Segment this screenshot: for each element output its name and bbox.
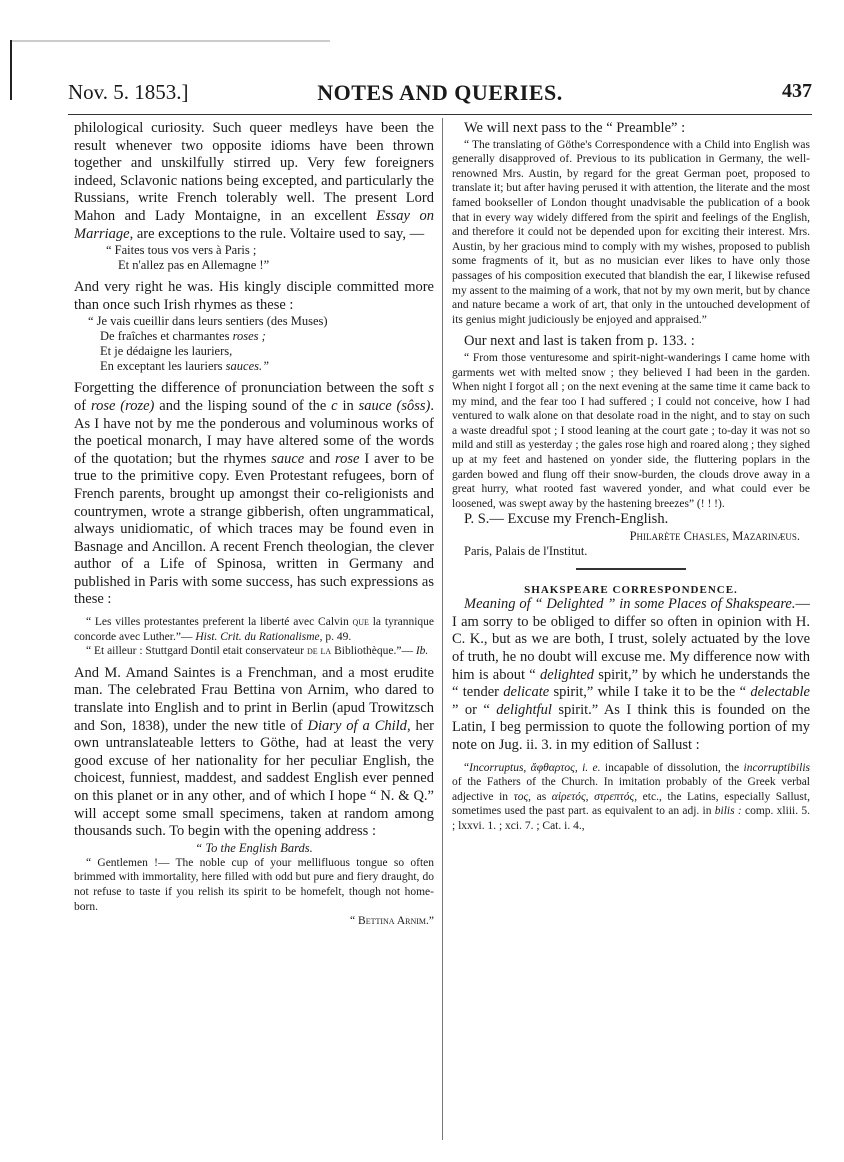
address: Paris, Palais de l'Institut. — [464, 543, 588, 558]
right-column — [452, 120, 810, 834]
verse-line: Et n'allez pas en Allemagne !” — [118, 258, 270, 273]
left-column — [74, 120, 434, 929]
header-rule — [68, 114, 812, 115]
left-paragraph-2: And very right he was. His kingly disciple committed more than once such Irish rhymes as these : — [74, 279, 434, 313]
sallust-note: “Incorruptus, ἄφθαρτος, i. e. incapable of dissolution, the incorruptibilis of the Fathers of the Church. In imitation probably of the Greek verbal adjective in τος, as αἱρετός, στρεπτός, etc., the Latins, especially Sallust, sometimes used the past part. as equivalent to an adj. in bilis : comp. xliii. 5. ; lxxvi. 1. ; xci. 7. ; Cat. i. 4., — [452, 761, 810, 832]
verse-line: En exceptant les lauriers sauces.” — [100, 359, 270, 374]
page-header — [68, 80, 812, 110]
section-title: SHAKSPEARE CORRESPONDENCE. — [524, 584, 738, 597]
right-intro-1: We will next pass to the “ Preamble” : — [464, 120, 686, 136]
verse-frederick — [88, 314, 434, 374]
bards-signature: “ Bettina Arnim.” — [350, 915, 434, 928]
text: philological curiosity. Such queer medleys have been the result whenever two opposite idioms have been thrown together and unskilfully stirred up. Very few foreigners indeed, Sclavonic nations being excepted, and particularly the Russians, write French tolerably well. The present Lord Mahon and Lady Montaigne, in an excellent — [74, 120, 434, 224]
signature: Philarète Chasles, Mazarinæus. — [629, 529, 800, 544]
left-paragraph-4: And M. Amand Saintes is a Frenchman, and a most erudite man. The celebrated Frau Bettina von Arnim, who dared to translate into English and to print in Berlin (apud Trowitzsch and Son, 1838), under the new title of Diary of a Child, her own untranslateable letters to Göthe, had at least the very good excuse of her nationality for her peculiar English, the choicest, funniest, maddest, and saddest English ever penned on this planet or in any other, and of which I hope “ N. & Q.” will accept some small specimens, taken at random among thousands such. To begin with the opening address : — [74, 664, 434, 840]
preamble-quote: “ The translating of Göthe's Correspondence with a Child into English was generally disapproved of. Previous to its publication in Germany, the well-renowned Mrs. Austin, by regard for the great German poet, proposed to translate it; but after having perused it with attention, the literate and the most famed bookseller of London thought unadvisable the publication of a book that in every way widely differed from the spirit and feelings of the English, and therefore it could not be depended upon for exciting their interest. Mrs. Austin, by her gracious mind to comply with my wishes, proposed to publish some fragments of it, but as no musician ever likes to have only those passages of his composition executed that blandish the ear, I likewise refused my assent to the maiming of a work, that not by my own merit, but by chance and nature became a work of art, that only in the untouched development of its genius might judiciously be enjoyed and appraised.” — [452, 138, 810, 326]
header-title: NOTES AND QUERIES. — [317, 80, 563, 105]
essay-title: Essay on Marriage — [74, 207, 434, 242]
verse-line: De fraîches et charmantes roses ; — [100, 329, 266, 344]
shakspeare-paragraph: Meaning of “ Delighted ” in some Places of Shakspeare.— I am sorry to be obliged to differ so often in opinion with H. C. K., but as we are both, I trust, solely actuated by the love of truth, he no doubt will excuse me. My difference now with him is about “ delighted spirit,” by which he understands the “ tender delicate spirit,” while I take it to be the “ delectable ” or “ delightful spirit.” As I think this is founded on the Latin, I beg permission to quote the following portion of my note on Jug. ii. 3. in my edition of Sallust : — [452, 596, 810, 753]
header-page-number: 437 — [782, 80, 812, 102]
scan-edge-left — [10, 40, 12, 100]
verse-line: “ Je vais cueillir dans leurs sentiers (des Muses) — [88, 314, 328, 329]
header-date: Nov. 5. 1853.] — [68, 80, 189, 104]
left-paragraph-1 — [74, 120, 434, 243]
bards-quote: “ Gentlemen !— The noble cup of your mellifluous tongue so often brimmed with immortality, here filled with odd but pure and fiery draught, do not refuse to taste if you relish its spirit to be homefelt, though not home-born. — [74, 856, 434, 913]
text: , are exceptions to the rule. Voltaire used to say, — — [129, 225, 425, 242]
section-rule — [576, 568, 686, 570]
quote-stuttgard: “ Et ailleur : Stuttgard Dontil etait conservateur de la Bibliothèque.”— Ib. — [86, 645, 429, 658]
scan-edge-top — [10, 40, 330, 42]
p133-quote: “ From those venturesome and spirit-night-wanderings I came home with garments wet with melted snow ; they believed I had been in the garden. When night I forgot all ; on the next evening at the same time it came back to my mind, and the fear too I had suffered ; I could not conceive, how I had ventured to walk alone on that desolate road in the night, and to stay on such a waste dreadful spot ; I stood leaning at the court gate ; to-day it was not so mild and still as yesterday ; the gales rose high and roared along ; they sighed up at my feet and hastened on yonder side, the fluttering poplars in the garden bowed and flung off their snow-burden, the clouds drove away in a great hurry, what rooted fast wavered yonder, and what could ever be loosened, was swept away by the hastening breezes” (! ! !). — [452, 351, 810, 510]
verse-line: Et je dédaigne les lauriers, — [100, 344, 233, 359]
right-intro-2: Our next and last is taken from p. 133. : — [464, 333, 695, 350]
column-divider — [442, 118, 443, 1148]
left-paragraph-3: Forgetting the difference of pronunciation between the soft s of rose (roze) and the lisping sound of the c in sauce (sôss). As I have not by me the ponderous and voluminous works of the poetical monarch, I may have altered some of the words of the quotation; but the rhymes sauce and rose I aver to be true to the primitive copy. Even Protestant refugees, born of French parents, brought up amongst their co-religionists and countrymen, wrote a strange gibberish, often ungrammatical, always unidiomatic, of which traces may be found even in Basnage and Ancillon. A recent French theologian, the clever author of a Life of Spinosa, written in Germany and published in Paris with some success, has such expressions as these : — [74, 380, 434, 608]
verse-line: “ Faites tous vos vers à Paris ; — [106, 243, 257, 258]
postscript: P. S.— Excuse my French-English. — [464, 511, 669, 528]
verse-voltaire — [106, 243, 434, 273]
bards-heading: “ To the English Bards. — [195, 840, 313, 855]
page-bottom-margin — [0, 1140, 844, 1162]
quote-calvin: “ Les villes protestantes preferent la liberté avec Calvin que la tyrannique concorde avec Luther.”— Hist. Crit. du Rationalisme, p. 49. — [74, 616, 434, 643]
